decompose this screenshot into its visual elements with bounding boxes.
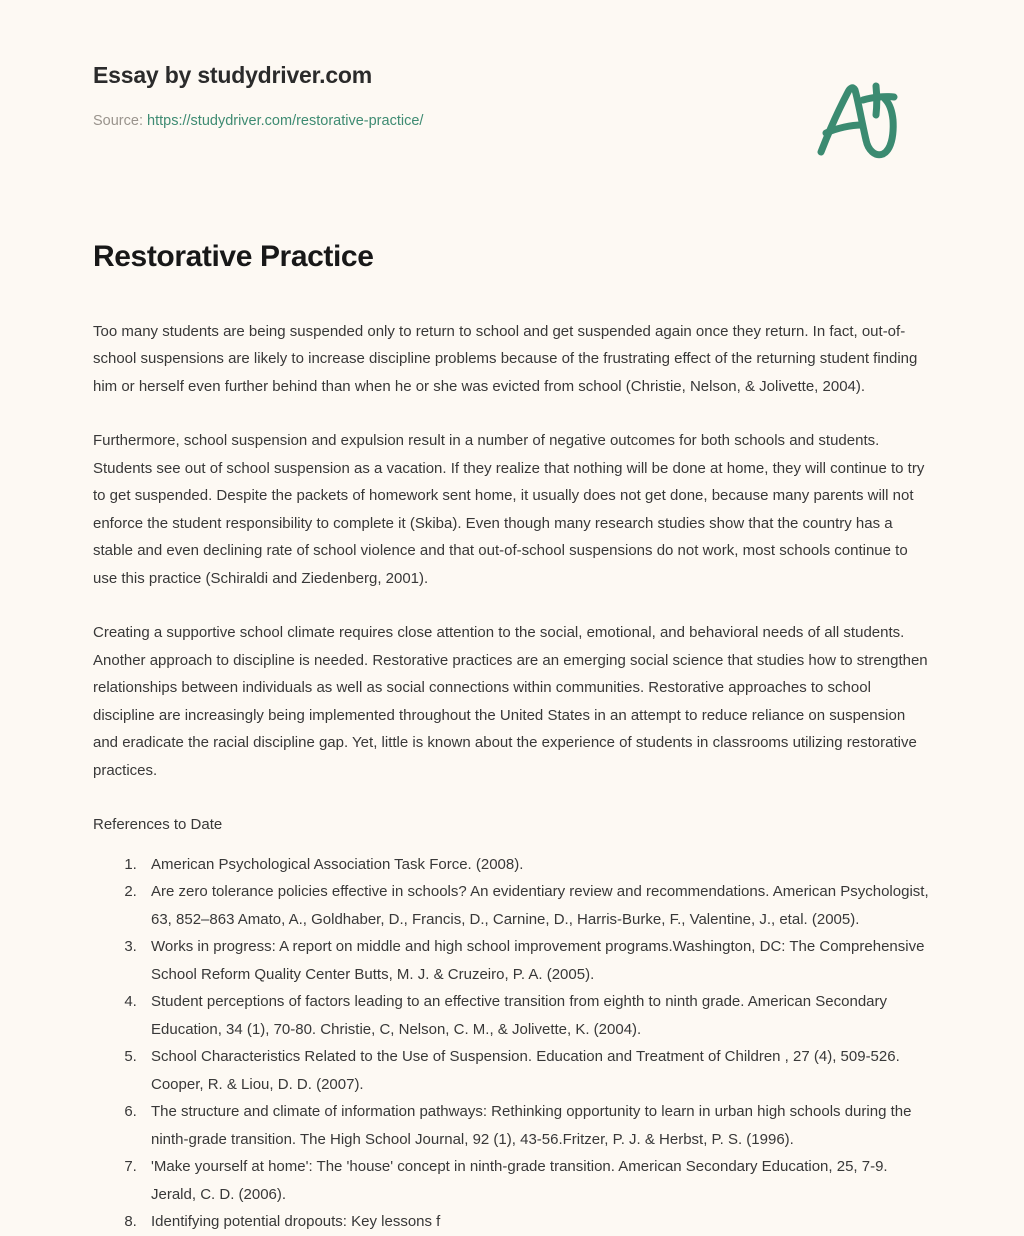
paragraph: Furthermore, school suspension and expulsion result in a number of negative outcomes for both schools and students. Students see out of school suspension as a vacation. If they realize that nothing will be done at home, they will continue to try to get suspended. Despite the packets of homework sent home, it usually does not get done, because many parents will not enforce the student responsibility to complete it (Skiba). Even though many research studies show that the country has a stable and even declining rate of school violence and that out-of-school suspensions do not work, most schools continue to use this practice (Schiraldi and Ziedenberg, 2001). (93, 432, 925, 587)
references-list (93, 851, 931, 1236)
reference-item: 6. The structure and climate of information pathways: Rethinking opportunity to learn in urban high schools during the ninth-grade transition. The High School Journal, 92 (1), 43-56.Fritzer, P. J. & Herbst, P. S. (1996). (141, 1098, 931, 1153)
a-plus-logo-icon (812, 78, 904, 164)
source-url-link[interactable]: https://studydriver.com/restorative-practice/ (147, 112, 424, 129)
article-body (93, 318, 931, 1236)
paragraph: Creating a supportive school climate requires close attention to the social, emotional, and behavioral needs of all students. Another approach to discipline is needed. Restorative practices are an emerging social science that studies how to strengthen relationships between individuals as well as social connections within communities. Restorative approaches to school discipline are increasingly being implemented throughout the United States in an attempt to reduce reliance on suspension and eradicate the racial discipline gap. Yet, little is known about the experience of students in classrooms utilizing restorative practices. (93, 624, 928, 779)
reference-item: 7. 'Make yourself at home': The 'house' concept in ninth-grade transition. American Secondary Education, 25, 7-9. Jerald, C. D. (2006). (141, 1153, 931, 1208)
reference-item: 5. School Characteristics Related to the Use of Suspension. Education and Treatment of Children , 27 (4), 509-526. Cooper, R. & Liou, D. D. (2007). (141, 1043, 931, 1098)
page-title: Restorative Practice (93, 240, 374, 273)
page-header (0, 0, 1024, 200)
reference-item: 1. American Psychological Association Task Force. (2008). (141, 851, 931, 879)
reference-item: 3. Works in progress: A report on middle and high school improvement programs.Washington, DC: The Comprehensive School Reform Quality Center Butts, M. J. & Cruzeiro, P. A. (2005). (141, 933, 931, 988)
source-label: Source: (93, 112, 143, 129)
brand-title: Essay by studydriver.com (93, 62, 373, 88)
reference-item: 4. Student perceptions of factors leading to an effective transition from eighth to ninth grade. American Secondary Education, 34 (1), 70-80. Christie, C, Nelson, C. M., & Jolivette, K. (2004). (141, 988, 931, 1043)
reference-item: 8. Identifying potential dropouts: Key lessons f (141, 1208, 931, 1236)
references-heading: References to Date (93, 816, 223, 833)
paragraph: Too many students are being suspended only to return to school and get suspended again once they return. In fact, out-of-school suspensions are likely to increase discipline problems because of the frustrating effect of the returning student finding him or herself even further behind than when he or she was evicted from school (Christie, Nelson, & Jolivette, 2004). (93, 322, 918, 395)
article-container (0, 238, 1024, 1236)
reference-item: 2. Are zero tolerance policies effective in schools? An evidentiary review and recommendations. American Psychologist, 63, 852–863 Amato, A., Goldhaber, D., Francis, D., Carnine, D., Harris-Burke, F., Valentine, J., etal. (2005). (141, 878, 931, 933)
source-line (93, 112, 931, 131)
